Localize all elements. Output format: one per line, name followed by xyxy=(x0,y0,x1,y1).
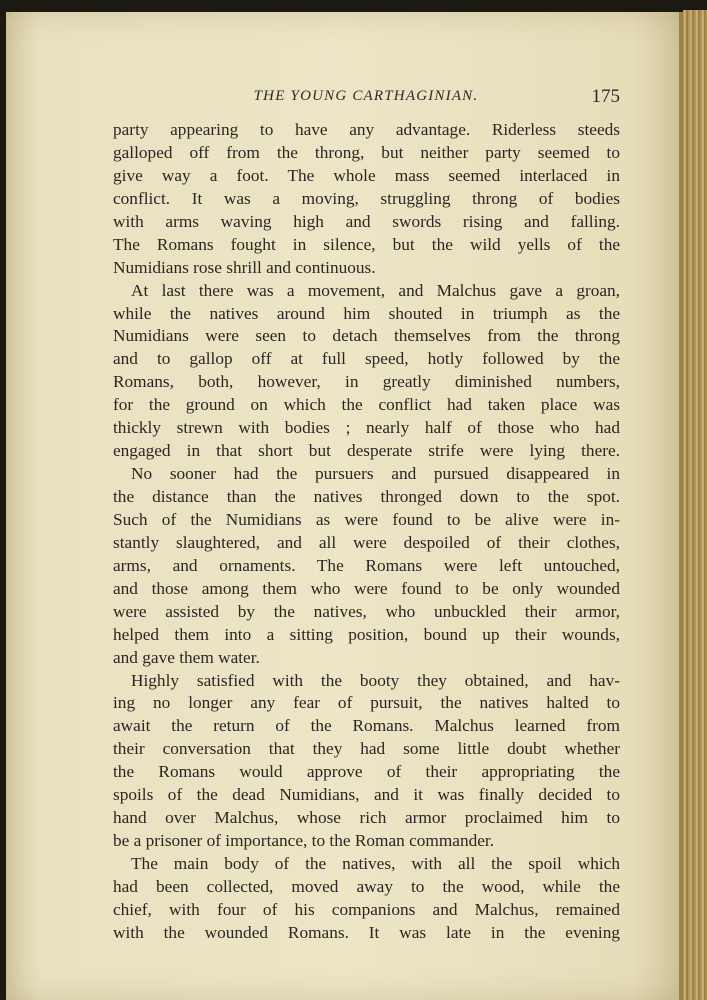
text-line: The main body of the natives, with all the spoil which xyxy=(131,854,620,873)
text-line: ing no longer any fear of pursuit, the natives halted to xyxy=(113,693,620,713)
text-line: thickly strewn with bodies ; nearly half of those who had xyxy=(113,418,620,438)
text-line: Such of the Numidians as were found to be alive were in- xyxy=(113,509,620,529)
text-line: galloped off from the throng, but neither party seemed to xyxy=(113,142,620,162)
page-header xyxy=(112,88,620,116)
running-title: THE YOUNG CARTHAGINIAN. xyxy=(253,88,479,104)
text-line: and to gallop off at full speed, hotly followed by the xyxy=(113,349,620,369)
text-line: with arms waving high and swords rising and falling. xyxy=(113,211,620,231)
text-line: engaged in that short but desperate strife were lying there. xyxy=(113,441,620,461)
text-line: be a prisoner of importance, to the Roman commander. xyxy=(113,831,495,851)
text-line: were assisted by the natives, who unbuckled their armor, xyxy=(113,601,620,621)
text-line: while the natives around him shouted in triumph as the xyxy=(113,303,620,323)
text-line: No sooner had the pursuers and pursued disappeared in xyxy=(131,464,620,484)
text-line: their conversation that they had some little doubt whether xyxy=(113,739,620,759)
text-line: spoils of the dead Numidians, and it was finally decided to xyxy=(113,785,620,805)
text-line: had been collected, moved away to the wood, while the xyxy=(113,876,620,896)
text-line: stantly slaughtered, and all were despoiled of their clothes, xyxy=(113,532,620,552)
text-line: conflict. It was a moving, struggling throng of bodies xyxy=(113,188,620,208)
text-line: At last there was a movement, and Malchus gave a groan, xyxy=(131,280,620,300)
text-line: Numidians were seen to detach themselves from the throng xyxy=(113,326,620,346)
page-stack xyxy=(683,10,707,1000)
text-line: with the wounded Romans. It was late in the evening xyxy=(113,922,620,942)
text-line: and those among them who were found to be only wounded xyxy=(113,578,620,598)
text-line: the distance than the natives thronged down to the spot. xyxy=(113,487,620,506)
text-line: Romans, both, however, in greatly diminished numbers, xyxy=(113,372,620,392)
text-line: arms, and ornaments. The Romans were left untouched, xyxy=(113,555,620,575)
text-line: Highly satisfied with the booty they obtained, and hav- xyxy=(131,670,620,690)
text-line: helped them into a sitting position, bound up their wounds, xyxy=(113,624,620,644)
text-line: Numidians rose shrill and continuous. xyxy=(113,257,376,277)
text-line: chief, with four of his companions and Malchus, remained xyxy=(113,899,620,919)
text-line: give way a foot. The whole mass seemed interlaced in xyxy=(113,165,620,185)
text-line: party appearing to have any advantage. Riderless steeds xyxy=(113,120,620,139)
page-number: 175 xyxy=(591,86,620,107)
text-line: the Romans would approve of their appropriating the xyxy=(113,762,620,782)
text-line: for the ground on which the conflict had taken place was xyxy=(113,395,620,415)
text-line: hand over Malchus, whose rich armor proclaimed him to xyxy=(113,808,620,828)
text-line: The Romans fought in silence, but the wild yells of the xyxy=(113,234,620,254)
body-text xyxy=(113,119,620,945)
text-line: await the return of the Romans. Malchus learned from xyxy=(113,716,620,736)
text-line: and gave them water. xyxy=(113,647,260,667)
